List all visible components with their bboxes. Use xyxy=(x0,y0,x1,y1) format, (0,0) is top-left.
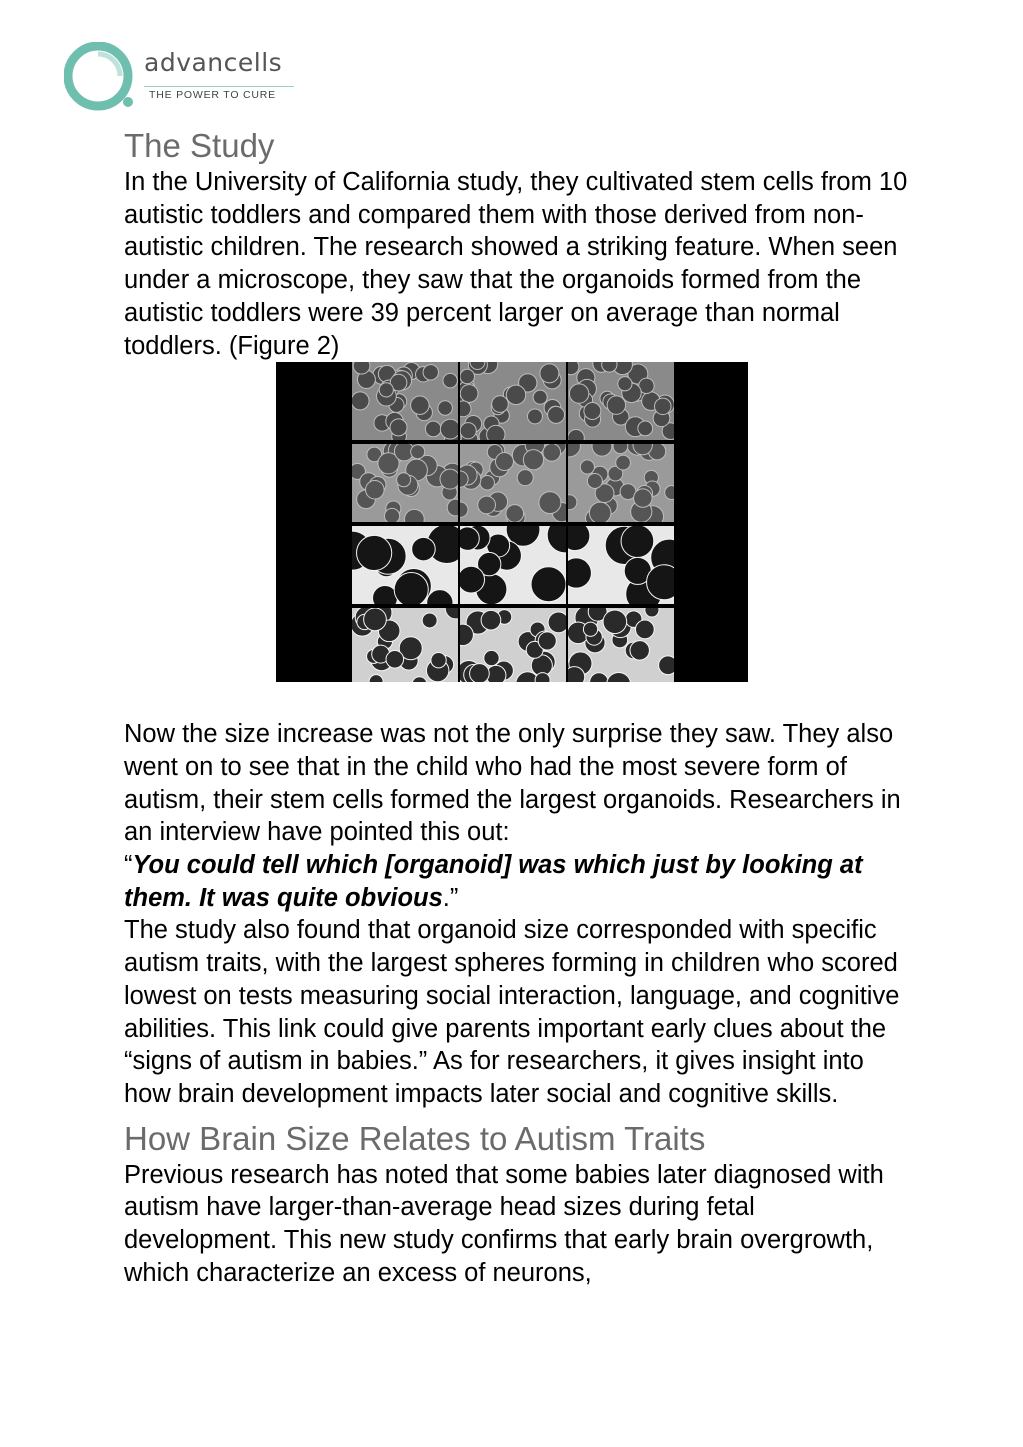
organoid-sphere xyxy=(539,492,561,514)
organoid-sphere xyxy=(481,611,501,631)
organoid-sphere xyxy=(569,384,588,403)
organoid-sphere xyxy=(589,502,611,524)
micrograph-panel xyxy=(456,513,583,605)
organoid-sphere xyxy=(397,473,411,487)
organoid-sphere xyxy=(438,401,452,415)
organoid-sphere xyxy=(390,419,407,436)
organoid-sphere xyxy=(548,612,569,633)
organoid-sphere xyxy=(443,374,457,388)
organoid-sphere xyxy=(440,469,460,489)
quote-open-mark: “ xyxy=(124,851,133,880)
organoid-sphere xyxy=(456,527,480,551)
organoid-sphere xyxy=(460,423,476,439)
organoid-sphere xyxy=(531,567,566,602)
organoid-sphere xyxy=(470,664,490,682)
study-paragraph-2 xyxy=(124,718,914,914)
organoid-sphere xyxy=(634,489,653,508)
section-heading-study: The Study xyxy=(124,127,275,164)
organoid-sphere xyxy=(533,390,547,404)
organoid-sphere xyxy=(386,651,404,669)
organoid-sphere xyxy=(655,398,672,415)
organoid-sphere xyxy=(538,632,556,650)
advancells-logo xyxy=(64,42,304,112)
organoid-sphere xyxy=(478,496,496,514)
organoid-sphere xyxy=(411,445,425,459)
organoid-sphere xyxy=(607,396,625,414)
organoid-sphere xyxy=(665,486,679,500)
organoid-sphere xyxy=(492,396,509,413)
organoid-sphere xyxy=(357,536,392,571)
organoid-sphere xyxy=(351,392,369,410)
micrograph-panel xyxy=(455,362,566,448)
organoid-sphere xyxy=(568,430,585,447)
organoid-sphere xyxy=(635,620,654,639)
micrograph-panel xyxy=(560,602,677,682)
organoid-sphere xyxy=(584,403,601,420)
organoid-sphere xyxy=(394,573,428,607)
organoid-sphere xyxy=(580,460,594,474)
organoid-sphere xyxy=(618,377,632,391)
organoid-micrograph-grid xyxy=(276,362,748,682)
micrograph-panel xyxy=(351,362,460,445)
organoid-sphere xyxy=(487,426,505,444)
organoid-sphere xyxy=(659,656,678,675)
organoid-sphere xyxy=(431,653,446,668)
organoid-sphere xyxy=(423,365,438,380)
brain-paragraph-1: Previous research has noted that some babies later diagnosed with autism have larger-than-average head sizes during fetal development. This new study confirms that early brain overgrowth, which characterize an excess of neurons, xyxy=(124,1160,884,1287)
organoid-sphere xyxy=(603,610,627,634)
organoid-sphere xyxy=(564,667,585,682)
organoid-sphere xyxy=(613,439,628,454)
micrograph-panel xyxy=(351,598,467,682)
organoid-sphere xyxy=(543,444,561,462)
researcher-quote: You could tell which [organoid] was which just by looking at them. It was quite obvious xyxy=(124,851,863,912)
organoid-sphere xyxy=(587,474,602,489)
organoid-sphere xyxy=(484,651,499,666)
organoid-sphere xyxy=(379,383,393,397)
organoid-sphere xyxy=(411,396,429,414)
organoid-sphere xyxy=(495,453,513,471)
organoid-sphere xyxy=(647,565,682,600)
logo-divider xyxy=(144,86,294,87)
organoid-sphere xyxy=(638,421,653,436)
organoid-sphere xyxy=(460,385,478,403)
micrograph-panel xyxy=(452,608,569,682)
organoid-sphere xyxy=(506,505,524,523)
organoid-sphere xyxy=(616,455,631,470)
micrograph-panel xyxy=(452,436,572,527)
organoid-sphere xyxy=(353,362,370,374)
organoid-sphere xyxy=(645,603,659,617)
organoid-sphere xyxy=(480,476,494,490)
study-paragraph-2-text: Now the size increase was not the only surprise they saw. They also went on to see that in the child who had the most severe form of autism, their stem cells formed the largest organoids. Researchers in an interview have pointed this out: xyxy=(124,720,901,847)
study-paragraph-1: In the University of California study, they cultivated stem cells from 10 autistic toddlers and compared them with those derived from non-autistic children. The research showed a striking feature. When seen under a microscope, they saw that the organoids formed from the autistic toddlers were 39 percent larger on average than normal toddlers. (Figure 2) xyxy=(124,168,908,360)
logo-mark-icon xyxy=(64,42,140,112)
organoid-sphere xyxy=(540,364,559,383)
organoid-sphere xyxy=(583,622,597,636)
organoid-sphere xyxy=(366,481,385,500)
organoid-sphere xyxy=(506,385,525,404)
micrograph-panel xyxy=(333,524,467,616)
study-paragraph-3: The study also found that organoid size corresponded with specific autism traits, with the largest spheres forming in children who scored lowest on tests measuring social interaction, language, and cognitive abilities. This link could give parents important early clues about the “signs of autism in babies.” As for researchers, it gives insight into how brain development impacts later social and cognitive skills. xyxy=(124,916,900,1108)
organoid-sphere xyxy=(523,450,543,470)
organoid-sphere xyxy=(517,470,533,486)
section-heading-brain-size: How Brain Size Relates to Autism Traits xyxy=(124,1119,706,1157)
organoid-sphere xyxy=(412,538,436,562)
organoid-sphere xyxy=(425,421,441,437)
organoid-sphere xyxy=(621,525,654,558)
micrograph-panel xyxy=(563,362,679,446)
organoid-sphere xyxy=(548,407,565,424)
organoid-sphere xyxy=(602,362,617,372)
figure-2 xyxy=(124,362,914,682)
quote-close-mark: .” xyxy=(442,883,459,912)
organoid-sphere xyxy=(422,613,437,628)
organoid-sphere xyxy=(440,419,460,439)
organoid-sphere xyxy=(630,641,649,660)
organoid-micrograph-image xyxy=(276,362,748,682)
organoid-sphere xyxy=(460,370,474,384)
micrograph-panel xyxy=(349,439,464,529)
article-body xyxy=(124,126,914,1289)
micrograph-panel xyxy=(559,434,679,527)
organoid-sphere xyxy=(384,509,399,524)
organoid-sphere xyxy=(458,566,485,593)
micrograph-panel xyxy=(560,521,687,612)
organoid-sphere xyxy=(527,409,542,424)
logo-tagline: THE POWER TO CURE xyxy=(149,89,276,101)
logo-wordmark: advancells xyxy=(144,48,283,77)
organoid-sphere xyxy=(364,608,387,631)
